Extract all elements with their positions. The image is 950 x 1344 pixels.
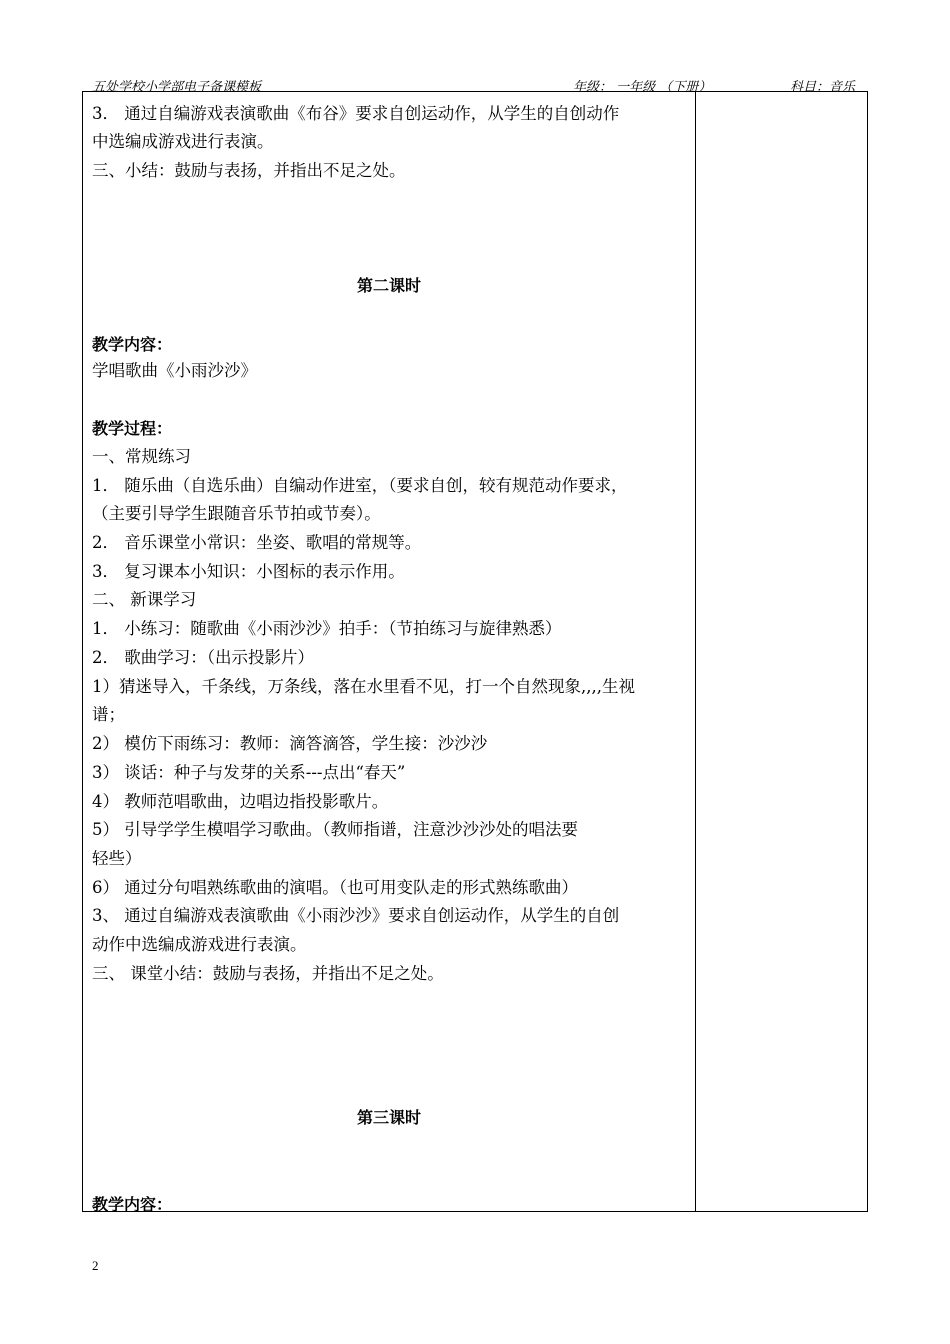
text-line: 1． 小练习：随歌曲《小雨沙沙》拍手：（节拍练习与旋律熟悉） bbox=[92, 619, 562, 638]
text-line: 谱； bbox=[92, 705, 125, 724]
text-line: 2． 音乐课堂小常识：坐姿、歌唱的常规等。 bbox=[92, 533, 422, 552]
page-number: 2 bbox=[92, 1258, 99, 1273]
text-line: 5） 引导学学生模唱学习歌曲。（教师指谱，注意沙沙沙处的唱法要 bbox=[92, 820, 578, 839]
header-subject: 科目：音乐 bbox=[790, 80, 856, 95]
header-grade: 年级： 一年级 （下册） bbox=[573, 80, 712, 95]
text-line: 6） 通过分句唱熟练歌曲的演唱。（也可用变队走的形式熟练歌曲） bbox=[92, 878, 578, 897]
text-line: 2） 模仿下雨练习：教师：滴答滴答，学生接：沙沙沙 bbox=[92, 734, 488, 753]
lesson-3-title: 第三课时 bbox=[356, 1108, 421, 1127]
text-line: 4） 教师范唱歌曲，边唱边指投影歌片。 bbox=[92, 792, 389, 811]
teaching-process-label: 教学过程： bbox=[92, 419, 173, 438]
teaching-content-label: 教学内容： bbox=[92, 1195, 173, 1214]
text-line: 三、 课堂小结：鼓励与表扬，并指出不足之处。 bbox=[92, 964, 444, 983]
text-line: 3． 通过自编游戏表演歌曲《布谷》要求自创运动作，从学生的自创动作 bbox=[92, 104, 620, 123]
text-line: 2． 歌曲学习：（出示投影片） bbox=[92, 648, 314, 667]
text-line: 1）猜迷导入，千条线，万条线，落在水里看不见，打一个自然现象,,,,生视 bbox=[92, 677, 635, 696]
header-school: 五处学校小学部电子备课模板 bbox=[92, 80, 262, 95]
text-line: （主要引导学生跟随音乐节拍或节奏）。 bbox=[92, 504, 381, 523]
text-line: 二、 新课学习 bbox=[92, 590, 197, 609]
text-line: 学唱歌曲《小雨沙沙》 bbox=[92, 361, 257, 380]
text-line: 三、小结：鼓励与表扬，并指出不足之处。 bbox=[92, 161, 406, 180]
text-line: 1． 随乐曲（自选乐曲）自编动作进室，（要求自创，较有规范动作要求， bbox=[92, 476, 628, 495]
text-line: 一、常规练习 bbox=[92, 447, 191, 466]
text-line: 动作中选编成游戏进行表演。 bbox=[92, 935, 307, 954]
text-line: 3、 通过自编游戏表演歌曲《小雨沙沙》要求自创运动作，从学生的自创 bbox=[92, 906, 620, 925]
lesson-2-title: 第二课时 bbox=[356, 276, 421, 295]
text-line: 轻些） bbox=[92, 849, 142, 868]
column-divider bbox=[695, 92, 696, 1211]
text-line: 3． 复习课本小知识：小图标的表示作用。 bbox=[92, 562, 405, 581]
teaching-content-label: 教学内容： bbox=[92, 335, 173, 354]
text-line: 3） 谈话：种子与发芽的关系---点出“春天” bbox=[92, 763, 406, 782]
text-line: 中选编成游戏进行表演。 bbox=[92, 132, 274, 151]
lesson-plan-table bbox=[82, 91, 868, 1212]
